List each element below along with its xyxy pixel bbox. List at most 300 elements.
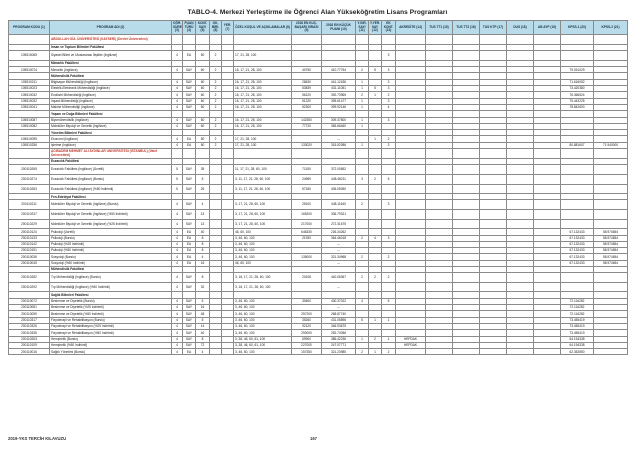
- table-cell: 364.46018: [322, 235, 356, 241]
- table-cell: 67.132433: [561, 254, 594, 260]
- table-cell: Sağlık Bilimleri Fakültesi: [50, 292, 172, 298]
- table-cell: 67.132433: [561, 248, 594, 254]
- table-cell: Bilgisayar Mühendisliği (İngilizce): [50, 79, 172, 85]
- table-cell: 14: [196, 323, 210, 329]
- table-cell: ---: [322, 282, 356, 292]
- table-cell: 3, 46, 60, 100: [234, 254, 292, 260]
- table-cell: 28630: [292, 79, 322, 85]
- table-cell: 73.455419: [561, 323, 594, 329]
- table-cell: 257200: [292, 311, 322, 317]
- table-cell: [426, 184, 453, 194]
- table-cell: [507, 184, 534, 194]
- table-cell: [210, 184, 222, 194]
- table-cell: [292, 282, 322, 292]
- table-cell: [561, 200, 594, 210]
- table-cell: 200110211: [9, 200, 50, 210]
- table-cell: SAY: [183, 98, 196, 104]
- table-cell: 5: [196, 174, 210, 184]
- table-cell: [426, 149, 453, 159]
- table-cell: 4: [172, 98, 183, 104]
- table-cell: [561, 35, 594, 45]
- column-header: PROGRAM ADI (2): [50, 21, 172, 35]
- table-cell: 2: [356, 200, 369, 210]
- table-cell: 4: [172, 311, 183, 317]
- table-cell: 309.37800: [322, 117, 356, 123]
- table-cell: SAY: [183, 123, 196, 129]
- table-cell: [480, 210, 507, 220]
- table-cell: 336.79321: [322, 210, 356, 220]
- table-cell: 60: [196, 117, 210, 123]
- table-cell: 60: [196, 67, 210, 73]
- table-cell: 321.23985: [322, 349, 356, 355]
- table-cell: Eczacılık Fakültesi (İngilizce) (Ücretli): [50, 165, 172, 175]
- table-cell: 20108: [292, 273, 322, 283]
- table-cell: 105510032: [9, 92, 50, 98]
- table-cell: 405.05050: [322, 184, 356, 194]
- page-title: TABLO-4. Merkezi Yerleştirme ile Öğrenci Alan Yükseköğretim Lisans Programları: [187, 9, 448, 16]
- table-cell: 2: [210, 98, 222, 104]
- table-cell: [594, 219, 628, 229]
- table-cell: Biyomühendislik (İngilizce): [50, 117, 172, 123]
- table-cell: 1: [369, 349, 382, 355]
- table-cell: [480, 273, 507, 283]
- table-cell: [396, 273, 426, 283]
- table-cell: 200110335: [9, 330, 50, 336]
- table-cell: 3, 46, 60, 100: [234, 323, 292, 329]
- table-cell: 4: [172, 79, 183, 85]
- table-cell: [561, 149, 594, 159]
- table-cell: [222, 35, 234, 45]
- column-header: 2018 EN KÜÇÜK PUANI (10): [322, 21, 356, 35]
- table-cell: [396, 219, 426, 229]
- table-cell: 13: [196, 219, 210, 229]
- table-cell: 5: [172, 174, 183, 184]
- table-cell: [9, 35, 50, 45]
- table-cell: [507, 174, 534, 184]
- table-cell: 2: [382, 92, 396, 98]
- table-cell: [356, 184, 369, 194]
- table-cell: [210, 282, 222, 292]
- table-cell: [322, 51, 356, 61]
- table-cell: İnşaat Mühendisliği (İngilizce): [50, 98, 172, 104]
- table-cell: Fizyoterapi ve Rehabilitasyon (%25 İndirimli): [50, 323, 172, 329]
- table-cell: 290000: [292, 330, 322, 336]
- table-cell: [534, 165, 561, 175]
- table-cell: [369, 200, 382, 210]
- table-cell: 62.352850: [561, 349, 594, 355]
- table-cell: 16, 17, 21, 28, 100: [234, 79, 292, 85]
- table-cell: 72.116282: [561, 305, 594, 311]
- table-cell: 399.92146: [322, 104, 356, 110]
- table-cell: SAY: [183, 305, 196, 311]
- table-cell: 58.974654: [594, 248, 628, 254]
- table-cell: 2: [369, 174, 382, 184]
- table-cell: 105510082: [9, 123, 50, 129]
- table-cell: Beslenme ve Diyetetik (Burslu): [50, 298, 172, 304]
- table-cell: 2: [369, 273, 382, 283]
- table-cell: SAY: [183, 311, 196, 317]
- table-cell: [369, 35, 382, 45]
- table-cell: 2: [356, 235, 369, 241]
- table-cell: [453, 273, 480, 283]
- table-cell: 77720: [292, 123, 322, 129]
- table-cell: [561, 174, 594, 184]
- table-cell: 25100: [292, 200, 322, 210]
- table-cell: 25: [196, 184, 210, 194]
- table-cell: [356, 165, 369, 175]
- table-cell: [9, 149, 50, 159]
- table-cell: 272.31675: [322, 219, 356, 229]
- table-cell: 441.12436: [322, 79, 356, 85]
- table-cell: 3, 17, 21, 28, 60, 100: [234, 210, 292, 220]
- table-cell: 200110274: [9, 174, 50, 184]
- table-cell: 2: [210, 51, 222, 61]
- table-cell: 200110317: [9, 317, 50, 323]
- table-cell: 200110036: [9, 254, 50, 260]
- table-cell: Fizyoterapi ve Rehabilitasyon (%50 İndirimli): [50, 330, 172, 336]
- table-cell: [369, 219, 382, 229]
- program-row: [9, 165, 628, 175]
- column-header: KPSS-1 (20): [561, 21, 594, 35]
- table-cell: [183, 35, 196, 45]
- table-cell: Moleküler Biyoloji ve Genetik (İngilizce) (%25 İndirimli): [50, 219, 172, 229]
- table-cell: [222, 200, 234, 210]
- table-cell: 58.974654: [594, 254, 628, 260]
- table-cell: Psikoloji (Burslu): [50, 235, 172, 241]
- table-cell: ACIBADEM MEHMET ALİ AYDINLAR ÜNİVERSİTESİ (İSTANBUL) (Vakıf Üniversitesi): [50, 149, 172, 159]
- table-cell: [426, 349, 453, 355]
- table-cell: [396, 174, 426, 184]
- table-cell: [172, 35, 183, 45]
- table-cell: 16, 17, 21, 28, 100: [234, 92, 292, 98]
- table-cell: 2: [369, 336, 382, 342]
- table-cell: 200110282: [9, 273, 50, 283]
- table-cell: [210, 200, 222, 210]
- table-cell: [396, 184, 426, 194]
- table-cell: ---: [322, 248, 356, 254]
- table-cell: [594, 184, 628, 194]
- table-cell: 2: [210, 136, 222, 142]
- table-cell: SAY: [183, 210, 196, 220]
- table-cell: [426, 200, 453, 210]
- table-cell: [561, 51, 594, 61]
- table-cell: [426, 165, 453, 175]
- table-cell: SAY: [183, 104, 196, 110]
- table-cell: [480, 200, 507, 210]
- table-cell: Yönetim Bilimleri Fakültesi: [50, 130, 172, 136]
- table-cell: 58.974654: [594, 260, 628, 266]
- table-cell: 46, 60, 100: [234, 260, 292, 266]
- table-cell: [426, 174, 453, 184]
- table-cell: 1: [356, 117, 369, 123]
- table-cell: 4: [172, 123, 183, 129]
- table-cell: 200110263: [9, 336, 50, 342]
- table-cell: 431.05896: [322, 317, 356, 323]
- table-cell: Beslenme ve Diyetetik (%25 İndirimli): [50, 305, 172, 311]
- table-cell: 4: [172, 342, 183, 348]
- table-cell: [507, 35, 534, 45]
- table-cell: 3, 46, 60, 100: [234, 349, 292, 355]
- table-cell: [507, 219, 534, 229]
- table-cell: 321.34968: [322, 254, 356, 260]
- table-cell: [234, 35, 292, 45]
- table-cell: Moleküler Biyoloji ve Genetik (İngilizce) (%50 İndirimli): [50, 210, 172, 220]
- table-cell: 3: [382, 200, 396, 210]
- table-cell: [453, 174, 480, 184]
- table-cell: 105510256: [9, 142, 50, 148]
- column-header: DUS (18): [507, 21, 534, 35]
- table-cell: 2: [382, 254, 396, 260]
- table-cell: 200110151: [9, 248, 50, 254]
- table-cell: Sosyoloji (Burslu): [50, 254, 172, 260]
- table-cell: 142350: [292, 117, 322, 123]
- table-cell: 4: [172, 273, 183, 283]
- table-cell: 60: [196, 104, 210, 110]
- table-cell: 60: [196, 86, 210, 92]
- program-row: [9, 282, 628, 292]
- table-cell: EA: [183, 142, 196, 148]
- column-header: ÖZEL KOŞUL VE AÇIKLAMALAR (8): [234, 21, 292, 35]
- table-cell: 71.940000: [594, 142, 628, 148]
- table-cell: [172, 149, 183, 159]
- table-cell: 92120: [292, 323, 322, 329]
- table-cell: [534, 219, 561, 229]
- table-cell: [382, 210, 396, 220]
- table-cell: 105510095: [9, 136, 50, 142]
- table-cell: 76.366524: [561, 92, 594, 98]
- table-cell: 105510023: [9, 86, 50, 92]
- table-cell: SAY: [183, 117, 196, 123]
- table-cell: 16: [196, 305, 210, 311]
- table-cell: [534, 149, 561, 159]
- table-cell: 4: [196, 200, 210, 210]
- table-cell: 2: [382, 273, 396, 283]
- table-cell: [453, 35, 480, 45]
- table-cell: 2: [356, 273, 369, 283]
- table-cell: [507, 210, 534, 220]
- table-cell: SAY: [183, 67, 196, 73]
- table-cell: 50: [196, 51, 210, 61]
- table-cell: [594, 349, 628, 355]
- table-cell: 105510211: [9, 79, 50, 85]
- table-cell: 16, 17, 21, 28, 100: [234, 86, 292, 92]
- table-cell: 8: [196, 273, 210, 283]
- table-cell: [322, 35, 356, 45]
- table-cell: 1: [369, 92, 382, 98]
- table-cell: [292, 35, 322, 45]
- table-cell: 3, 38, 46, 60, 61, 100: [234, 336, 292, 342]
- table-cell: 3: [382, 98, 396, 104]
- column-header: AB AYP (19): [534, 21, 561, 35]
- table-cell: 5: [196, 298, 210, 304]
- table-cell: EA: [183, 349, 196, 355]
- table-cell: [426, 51, 453, 61]
- table-cell: 67.132433: [561, 241, 594, 247]
- table-cell: 5: [382, 174, 396, 184]
- table-cell: [222, 210, 234, 220]
- table-cell: 72.116282: [561, 298, 594, 304]
- table-cell: 200110292: [9, 282, 50, 292]
- table-cell: 8: [196, 336, 210, 342]
- table-cell: Fizyoterapi ve Rehabilitasyon (Burslu): [50, 317, 172, 323]
- table-cell: SAY: [183, 323, 196, 329]
- table-cell: [369, 184, 382, 194]
- table-cell: 165200: [292, 210, 322, 220]
- table-cell: [507, 165, 534, 175]
- table-cell: 52300: [292, 104, 322, 110]
- table-cell: 16, 17, 21, 28, 100: [234, 117, 292, 123]
- table-cell: [507, 200, 534, 210]
- table-cell: 200110229: [9, 219, 50, 229]
- table-cell: 200110081: [9, 305, 50, 311]
- table-cell: EA: [183, 260, 196, 266]
- table-cell: 35260: [292, 317, 322, 323]
- table-cell: 315.52086: [322, 142, 356, 148]
- table-cell: 16, 17, 21, 28, 100: [234, 104, 292, 110]
- column-header: TUS TT1 (15): [426, 21, 453, 35]
- table-cell: 105510087: [9, 117, 50, 123]
- table-cell: [396, 200, 426, 210]
- table-cell: [534, 35, 561, 45]
- table-cell: HEPDAK: [396, 336, 426, 342]
- table-cell: 67.132433: [561, 235, 594, 241]
- table-cell: Mühendislik Fakültesi: [50, 73, 172, 79]
- table-cell: [356, 282, 369, 292]
- table-cell: 4: [172, 86, 183, 92]
- program-row: [9, 210, 628, 220]
- table-cell: Psikoloji (%25 İndirimli): [50, 241, 172, 247]
- table-cell: [426, 219, 453, 229]
- table-cell: [480, 174, 507, 184]
- table-cell: 4: [172, 67, 183, 73]
- table-cell: 247.07771: [322, 342, 356, 348]
- table-cell: [426, 210, 453, 220]
- table-cell: [480, 165, 507, 175]
- table-cell: 60: [196, 142, 210, 148]
- table-cell: [222, 174, 234, 184]
- table-cell: Tıp Mühendisliği (İngilizce) (%50 İndirimli): [50, 282, 172, 292]
- table-cell: [396, 282, 426, 292]
- university-row: [9, 149, 628, 159]
- table-body: [9, 35, 628, 355]
- table-cell: 2: [356, 92, 369, 98]
- table-cell: [534, 51, 561, 61]
- table-cell: 30600: [292, 298, 322, 304]
- table-cell: [534, 200, 561, 210]
- table-header: [9, 21, 628, 35]
- table-cell: [480, 35, 507, 45]
- table-cell: 4: [172, 117, 183, 123]
- table-cell: 3, 46, 60, 100: [234, 248, 292, 254]
- table-cell: 3, 11, 17, 21, 28, 60, 100: [234, 174, 292, 184]
- table-cell: 56120: [292, 92, 322, 98]
- table-cell: SAY: [183, 79, 196, 85]
- table-cell: 4: [172, 248, 183, 254]
- table-cell: 3, 46, 60, 100: [234, 311, 292, 317]
- table-cell: 4: [172, 330, 183, 336]
- table-cell: Mühendislik Fakültesi: [50, 266, 172, 272]
- column-header: EK KONT. (13): [382, 21, 396, 35]
- table-cell: EA: [183, 235, 196, 241]
- table-cell: ABDULLAH GÜL ÜNİVERSİTESİ (KAYSERİ) (Devlet Üniversitesi): [50, 35, 172, 45]
- table-cell: [480, 349, 507, 355]
- table-cell: 105510032: [9, 98, 50, 104]
- table-cell: 3, 46, 60, 100: [234, 305, 292, 311]
- table-cell: Mimarlık (İngilizce): [50, 67, 172, 73]
- table-cell: 4: [382, 104, 396, 110]
- table-cell: 3, 38, 46, 60, 61, 100: [234, 342, 292, 348]
- table-cell: 2: [382, 136, 396, 142]
- table-cell: [222, 282, 234, 292]
- table-cell: 4: [172, 92, 183, 98]
- table-cell: 3, 17, 21, 28, 60, 100: [234, 219, 292, 229]
- table-cell: EA: [183, 254, 196, 260]
- table-cell: 73.420380: [561, 86, 594, 92]
- program-row: [9, 273, 628, 283]
- table-cell: 57180: [292, 184, 322, 194]
- table-cell: 410.77754: [322, 67, 356, 73]
- table-cell: SAY: [183, 92, 196, 98]
- table-cell: [183, 149, 196, 159]
- table-cell: [561, 219, 594, 229]
- table-cell: 4: [172, 282, 183, 292]
- table-cell: [396, 165, 426, 175]
- table-cell: [369, 51, 382, 61]
- table-cell: 3, 11, 17, 21, 28, 60, 100: [234, 184, 292, 194]
- table-cell: 69900: [292, 336, 322, 342]
- table-cell: 430.37022: [322, 298, 356, 304]
- table-cell: EA: [183, 229, 196, 235]
- table-cell: 2: [210, 104, 222, 110]
- table-cell: 4: [356, 298, 369, 304]
- table-cell: 200110283: [9, 184, 50, 194]
- table-cell: 73.455419: [561, 330, 594, 336]
- table-cell: [534, 273, 561, 283]
- table-cell: 1: [369, 136, 382, 142]
- column-header: ÖĞR. SÜRE (3): [172, 21, 183, 35]
- table-cell: Siyaset Bilimi ve Uluslararası İlişkiler (İngilizce): [50, 51, 172, 61]
- table-cell: Hemşirelik (Burslu): [50, 336, 172, 342]
- table-cell: [480, 282, 507, 292]
- table-cell: 646330: [292, 229, 322, 235]
- table-cell: [594, 51, 628, 61]
- column-header: Y.GİR. SAYI (11): [356, 21, 369, 35]
- table-cell: EA: [183, 136, 196, 142]
- table-cell: 392.73965: [322, 92, 356, 98]
- table-cell: SAY: [183, 282, 196, 292]
- table-cell: 1: [356, 86, 369, 92]
- table-cell: 1: [382, 317, 396, 323]
- table-cell: 217000: [292, 219, 322, 229]
- table-cell: [507, 51, 534, 61]
- table-cell: [356, 149, 369, 159]
- table-cell: 4: [172, 305, 183, 311]
- table-cell: 200110045: [9, 260, 50, 266]
- table-cell: [222, 219, 234, 229]
- table-cell: 3, 46, 60, 100: [234, 298, 292, 304]
- table-cell: 4: [172, 349, 183, 355]
- table-cell: [196, 149, 210, 159]
- table-cell: 2: [210, 142, 222, 148]
- table-cell: [453, 200, 480, 210]
- table-cell: 67.132433: [561, 260, 594, 266]
- column-header: PUAN TÜRÜ (4): [183, 21, 196, 35]
- table-cell: 2: [356, 254, 369, 260]
- table-cell: [507, 273, 534, 283]
- column-header: Y.YER. SAY (12): [369, 21, 382, 35]
- table-cell: SAY: [183, 342, 196, 348]
- table-cell: EA: [183, 241, 196, 247]
